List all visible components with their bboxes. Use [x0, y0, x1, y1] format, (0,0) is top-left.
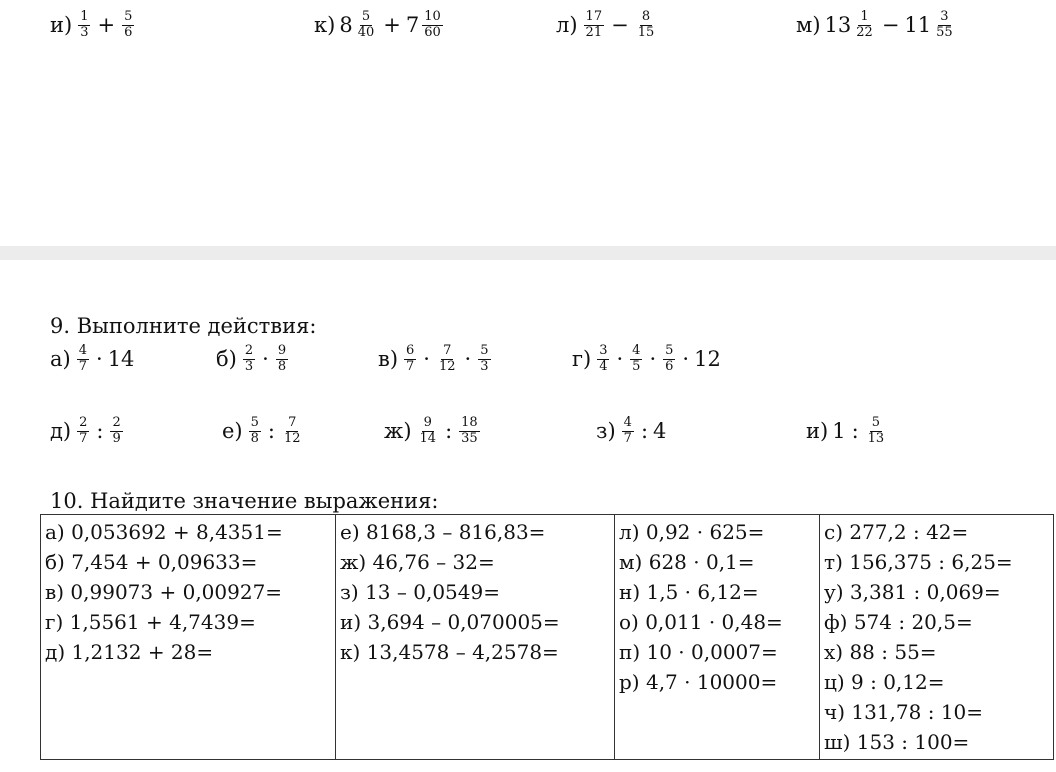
- expression-line: ф) 574 : 20,5=: [824, 610, 973, 634]
- fraction-numerator: 6: [406, 343, 415, 358]
- expression-line: а) 0,053692 + 8,4351=: [45, 520, 283, 544]
- expression-line: г) 1,5561 + 4,7439=: [45, 610, 256, 634]
- expression-line: ч) 131,78 : 10=: [824, 700, 984, 724]
- whole-number: 1: [832, 419, 846, 444]
- whole-number: 14: [107, 347, 135, 372]
- fraction-numerator: 2: [244, 343, 254, 358]
- fraction-denominator: 6: [665, 358, 674, 374]
- fraction-numerator: 5: [124, 9, 133, 24]
- fraction-numerator: 10: [424, 9, 441, 24]
- expression-line: м) 628 · 0,1=: [619, 550, 755, 574]
- task9-a: [50, 344, 135, 375]
- fraction-denominator: 3: [80, 24, 89, 40]
- fraction-numerator: 4: [623, 415, 632, 430]
- task9-i: [806, 416, 888, 447]
- operator: +: [383, 13, 401, 38]
- fraction-numerator: 7: [288, 415, 297, 430]
- fraction-denominator: 22: [856, 24, 873, 40]
- whole-number: 8: [339, 13, 353, 38]
- fraction: [866, 416, 887, 447]
- task9-z: [596, 416, 667, 447]
- operator: ·: [262, 347, 269, 372]
- expression-line: х) 88 : 55=: [824, 640, 937, 664]
- fraction-denominator: 7: [623, 430, 632, 446]
- fraction: [663, 344, 675, 375]
- operator: ·: [682, 347, 690, 372]
- item-label: и): [50, 13, 73, 38]
- exercise-top-m: [796, 10, 957, 41]
- fraction-denominator: 9: [112, 430, 121, 446]
- operator: ·: [464, 347, 472, 372]
- expression-line: е) 8168,3 – 816,83=: [340, 520, 546, 544]
- fraction-numerator: 1: [860, 9, 869, 24]
- operator: ·: [96, 347, 103, 372]
- fraction: [418, 416, 439, 447]
- operator: −: [611, 13, 629, 38]
- operator: :: [640, 419, 649, 444]
- item-label: з): [596, 419, 616, 444]
- exercise-top-k: [314, 10, 445, 41]
- fraction-numerator: 9: [277, 343, 287, 358]
- expression-line: с) 277,2 : 42=: [824, 520, 969, 544]
- task10-column-subtraction: [336, 515, 615, 760]
- item-label: и): [806, 419, 829, 444]
- whole-number: 12: [694, 347, 721, 372]
- task9-d: [50, 416, 125, 447]
- fraction-denominator: 21: [585, 24, 603, 40]
- expression-line: з) 13 – 0,0549=: [340, 580, 500, 604]
- whole-number: 4: [653, 419, 667, 444]
- fraction: [404, 344, 416, 375]
- fraction: [636, 10, 657, 41]
- task9-b: [216, 344, 290, 375]
- expression-line: п) 10 · 0,0007=: [619, 640, 778, 664]
- whole-number: 13: [824, 13, 852, 38]
- fraction: [282, 416, 303, 447]
- expression-line: ш) 153 : 100=: [824, 730, 970, 754]
- fraction-denominator: 35: [461, 430, 478, 446]
- task9-v: [378, 344, 493, 375]
- fraction: [78, 10, 90, 41]
- item-label: а): [50, 347, 71, 372]
- fraction: [630, 344, 642, 375]
- fraction-numerator: 5: [871, 415, 881, 430]
- whole-number: 11: [904, 13, 932, 38]
- fraction: [276, 344, 288, 375]
- item-label: м): [796, 13, 821, 38]
- fraction-denominator: 12: [283, 430, 301, 446]
- fraction-denominator: 55: [936, 24, 953, 40]
- exercise-top-i: [50, 10, 136, 41]
- operator: ·: [423, 347, 430, 372]
- fraction: [122, 10, 134, 41]
- fraction-denominator: 7: [79, 430, 88, 446]
- fraction-numerator: 5: [665, 343, 674, 358]
- fraction: [478, 344, 490, 375]
- fraction-denominator: 13: [867, 430, 885, 446]
- expression-line: н) 1,5 · 6,12=: [619, 580, 759, 604]
- fraction-denominator: 8: [277, 358, 287, 374]
- fraction-numerator: 3: [599, 343, 608, 358]
- operator: −: [881, 13, 900, 38]
- fraction-numerator: 2: [112, 415, 121, 430]
- expression-line: т) 156,375 : 6,25=: [824, 550, 1013, 574]
- fraction-denominator: 7: [78, 358, 87, 374]
- task10-column-division: [820, 515, 1054, 760]
- fraction: [934, 10, 955, 41]
- item-label: в): [378, 347, 399, 372]
- operator: :: [445, 419, 453, 444]
- fraction: [110, 416, 122, 447]
- fraction-denominator: 8: [250, 430, 259, 446]
- fraction-numerator: 1: [80, 9, 89, 24]
- task9-e: [222, 416, 305, 447]
- fraction-numerator: 9: [423, 415, 432, 430]
- item-label: к): [314, 13, 336, 38]
- fraction: [249, 416, 261, 447]
- item-label: е): [222, 419, 243, 444]
- page-divider: [0, 246, 1056, 260]
- fraction: [356, 10, 377, 41]
- operator: +: [97, 13, 116, 38]
- operator: :: [96, 419, 104, 444]
- fraction-denominator: 5: [632, 358, 641, 374]
- fraction-numerator: 5: [480, 343, 489, 358]
- fraction-numerator: 2: [79, 415, 88, 430]
- task9-g: [572, 344, 722, 375]
- expression-line: б) 7,454 + 0,09633=: [45, 550, 258, 574]
- operator: :: [267, 419, 275, 444]
- fraction-numerator: 5: [250, 415, 259, 430]
- expression-line: р) 4,7 · 10000=: [619, 670, 778, 694]
- operator: :: [851, 419, 859, 444]
- fraction-numerator: 4: [78, 343, 87, 358]
- item-label: г): [572, 347, 592, 372]
- whole-number: 7: [405, 13, 420, 38]
- fraction-denominator: 3: [244, 358, 254, 374]
- fraction-denominator: 4: [599, 358, 608, 374]
- fraction-denominator: 7: [406, 358, 415, 374]
- fraction: [437, 344, 458, 375]
- operator: ·: [616, 347, 624, 372]
- expression-line: о) 0,011 · 0,48=: [619, 610, 783, 634]
- fraction: [77, 416, 89, 447]
- item-label: л): [556, 13, 578, 38]
- fraction-numerator: 7: [443, 343, 452, 358]
- fraction: [584, 10, 605, 41]
- fraction: [597, 344, 609, 375]
- fraction-numerator: 4: [632, 343, 641, 358]
- fraction-numerator: 3: [940, 9, 949, 24]
- fraction-numerator: 8: [641, 9, 651, 24]
- task10-column-multiplication: [615, 515, 820, 760]
- expression-line: л) 0,92 · 625=: [619, 520, 765, 544]
- fraction-denominator: 15: [637, 24, 655, 40]
- fraction-denominator: 40: [357, 24, 375, 40]
- fraction-numerator: 18: [461, 415, 478, 430]
- fraction: [77, 344, 89, 375]
- fraction: [622, 416, 634, 447]
- fraction: [243, 344, 255, 375]
- fraction-numerator: 5: [361, 9, 371, 24]
- expression-line: д) 1,2132 + 28=: [45, 640, 214, 664]
- expression-line: у) 3,381 : 0,069=: [824, 580, 1001, 604]
- expression-line: в) 0,99073 + 0,00927=: [45, 580, 283, 604]
- exercise-top-l: [556, 10, 658, 41]
- fraction: [459, 416, 480, 447]
- fraction-denominator: 6: [124, 24, 133, 40]
- expression-line: ц) 9 : 0,12=: [824, 670, 945, 694]
- fraction-denominator: 12: [438, 358, 456, 374]
- task9-heading: 9. Выполните действия:: [50, 314, 317, 338]
- fraction: [422, 10, 443, 41]
- expression-line: и) 3,694 – 0,070005=: [340, 610, 560, 634]
- task10-table: [40, 514, 1054, 760]
- item-label: д): [50, 419, 72, 444]
- fraction-denominator: 14: [419, 430, 437, 446]
- fraction: [854, 10, 875, 41]
- fraction-denominator: 3: [480, 358, 489, 374]
- fraction-denominator: 60: [424, 24, 441, 40]
- operator: ·: [649, 347, 657, 372]
- expression-line: к) 13,4578 – 4,2578=: [340, 640, 559, 664]
- task10-column-addition: [41, 515, 336, 760]
- task10-heading: 10. Найдите значение выражения:: [50, 489, 439, 513]
- expression-line: ж) 46,76 – 32=: [340, 550, 495, 574]
- item-label: ж): [384, 419, 412, 444]
- task9-zh: [384, 416, 482, 447]
- item-label: б): [216, 347, 237, 372]
- fraction-numerator: 17: [585, 9, 603, 24]
